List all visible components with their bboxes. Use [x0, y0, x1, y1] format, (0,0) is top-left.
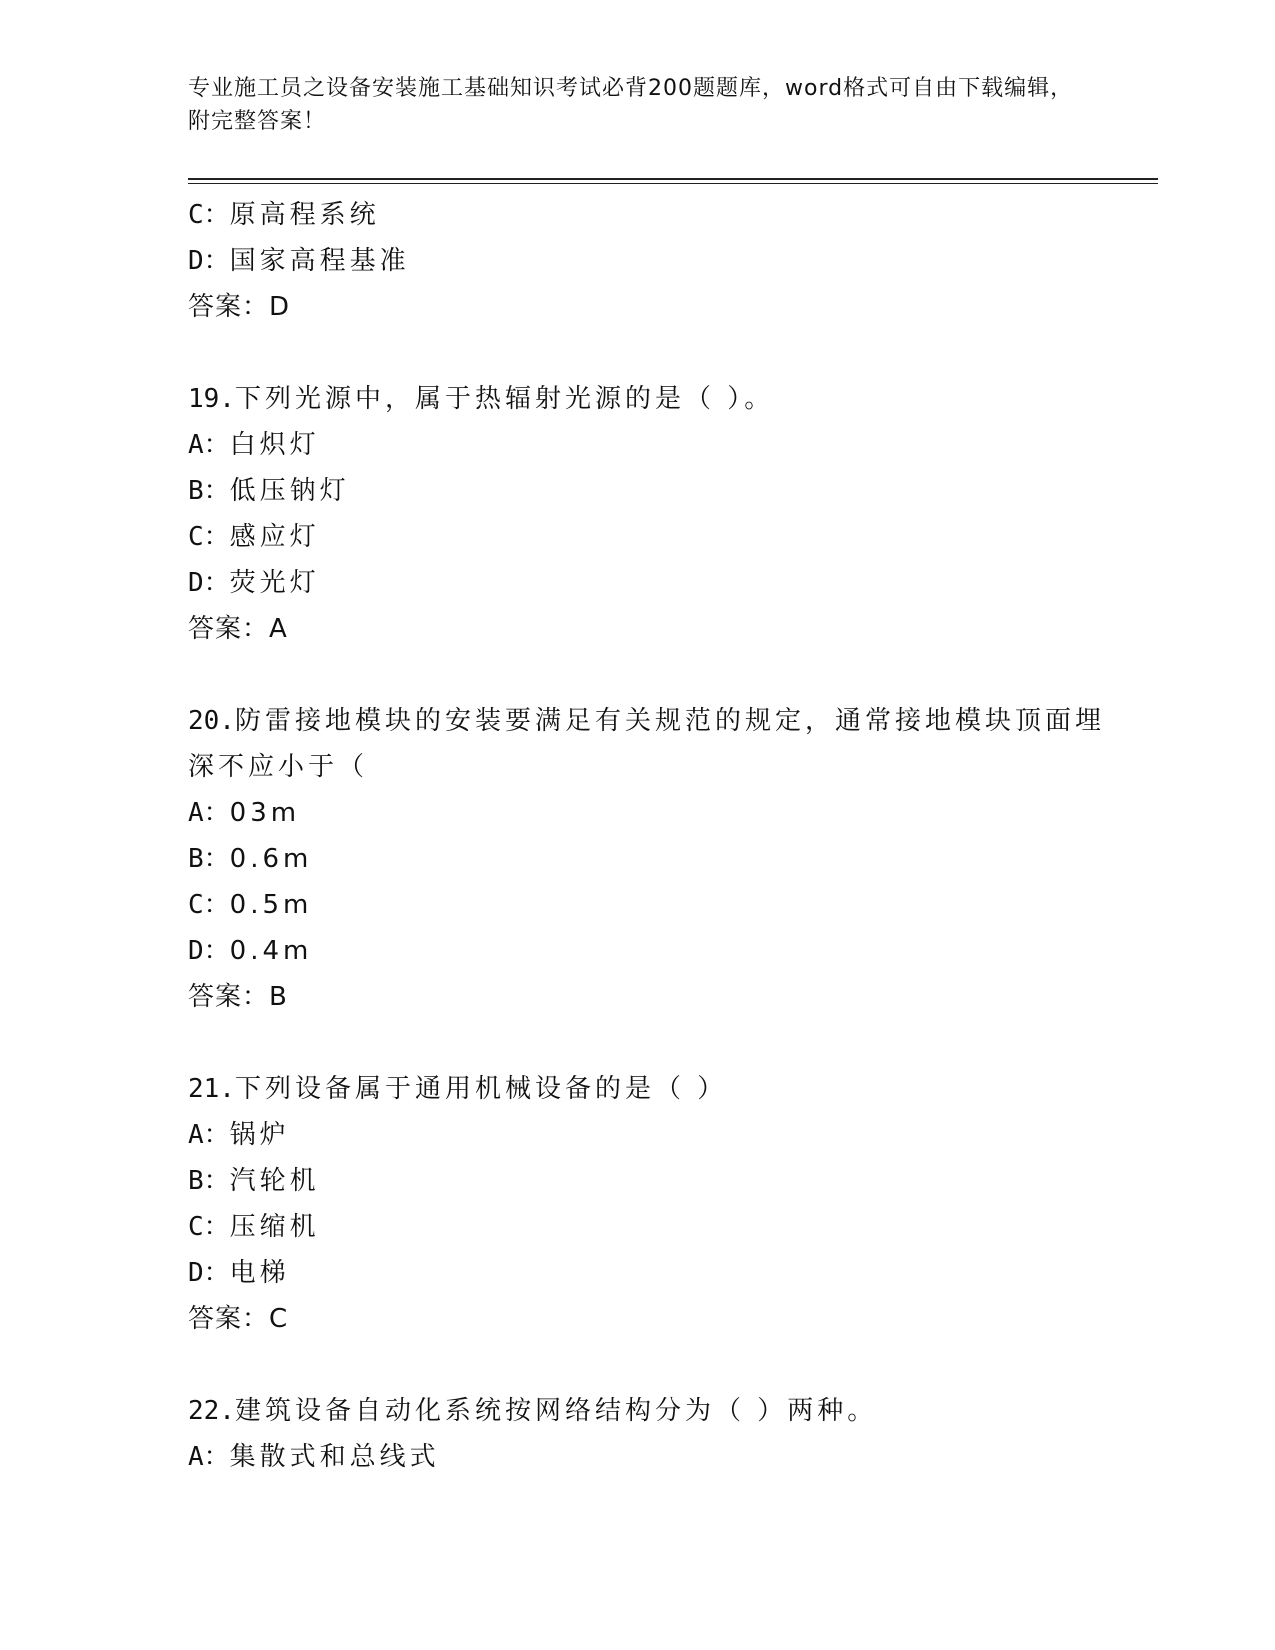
option-a: A：锅炉 [188, 1120, 290, 1150]
option-a: A：集散式和总线式 [188, 1442, 440, 1472]
question-21 [188, 1066, 1128, 1342]
spacer [188, 1020, 1128, 1066]
option-c: C：0.5m [188, 890, 313, 920]
question-list [188, 192, 1128, 1480]
question-22 [188, 1388, 1128, 1480]
question-stem: 20.防雷接地模块的安装要满足有关规范的规定，通常接地模块顶面埋深不应小于（ [188, 706, 1105, 782]
header-divider-thin [188, 183, 1158, 184]
option-b: B：汽轮机 [188, 1166, 320, 1196]
question-stem: 21.下列设备属于通用机械设备的是（ ） [188, 1074, 728, 1104]
option-d: D：0.4m [188, 936, 313, 966]
header-divider-thick [188, 178, 1158, 180]
option-b: B：低压钠灯 [188, 476, 350, 506]
option-d: D：荧光灯 [188, 568, 320, 598]
option-b: B：0.6m [188, 844, 313, 874]
option-c: C：感应灯 [188, 522, 320, 552]
answer-line: 答案：D [188, 292, 291, 322]
option-a: A：白炽灯 [188, 430, 320, 460]
spacer [188, 330, 1128, 376]
answer-line: 答案：A [188, 614, 288, 644]
answer-line: 答案：C [188, 1304, 289, 1334]
question-stem: 22.建筑设备自动化系统按网络结构分为（ ）两种。 [188, 1396, 878, 1426]
spacer [188, 652, 1128, 698]
question-18-continuation [188, 192, 1128, 330]
option-a: A：03m [188, 798, 301, 828]
document-header [188, 72, 1088, 138]
option-c: C：原高程系统 [188, 200, 380, 230]
question-stem: 19.下列光源中，属于热辐射光源的是（ ）。 [188, 384, 775, 414]
option-d: D：国家高程基准 [188, 246, 410, 276]
header-title: 专业施工员之设备安装施工基础知识考试必背200题题库，word格式可自由下载编辑，附完整答案！ [188, 76, 1074, 134]
option-c: C：压缩机 [188, 1212, 320, 1242]
option-d: D：电梯 [188, 1258, 290, 1288]
question-20 [188, 698, 1128, 1020]
answer-line: 答案：B [188, 982, 288, 1012]
spacer [188, 1342, 1128, 1388]
question-19 [188, 376, 1128, 652]
